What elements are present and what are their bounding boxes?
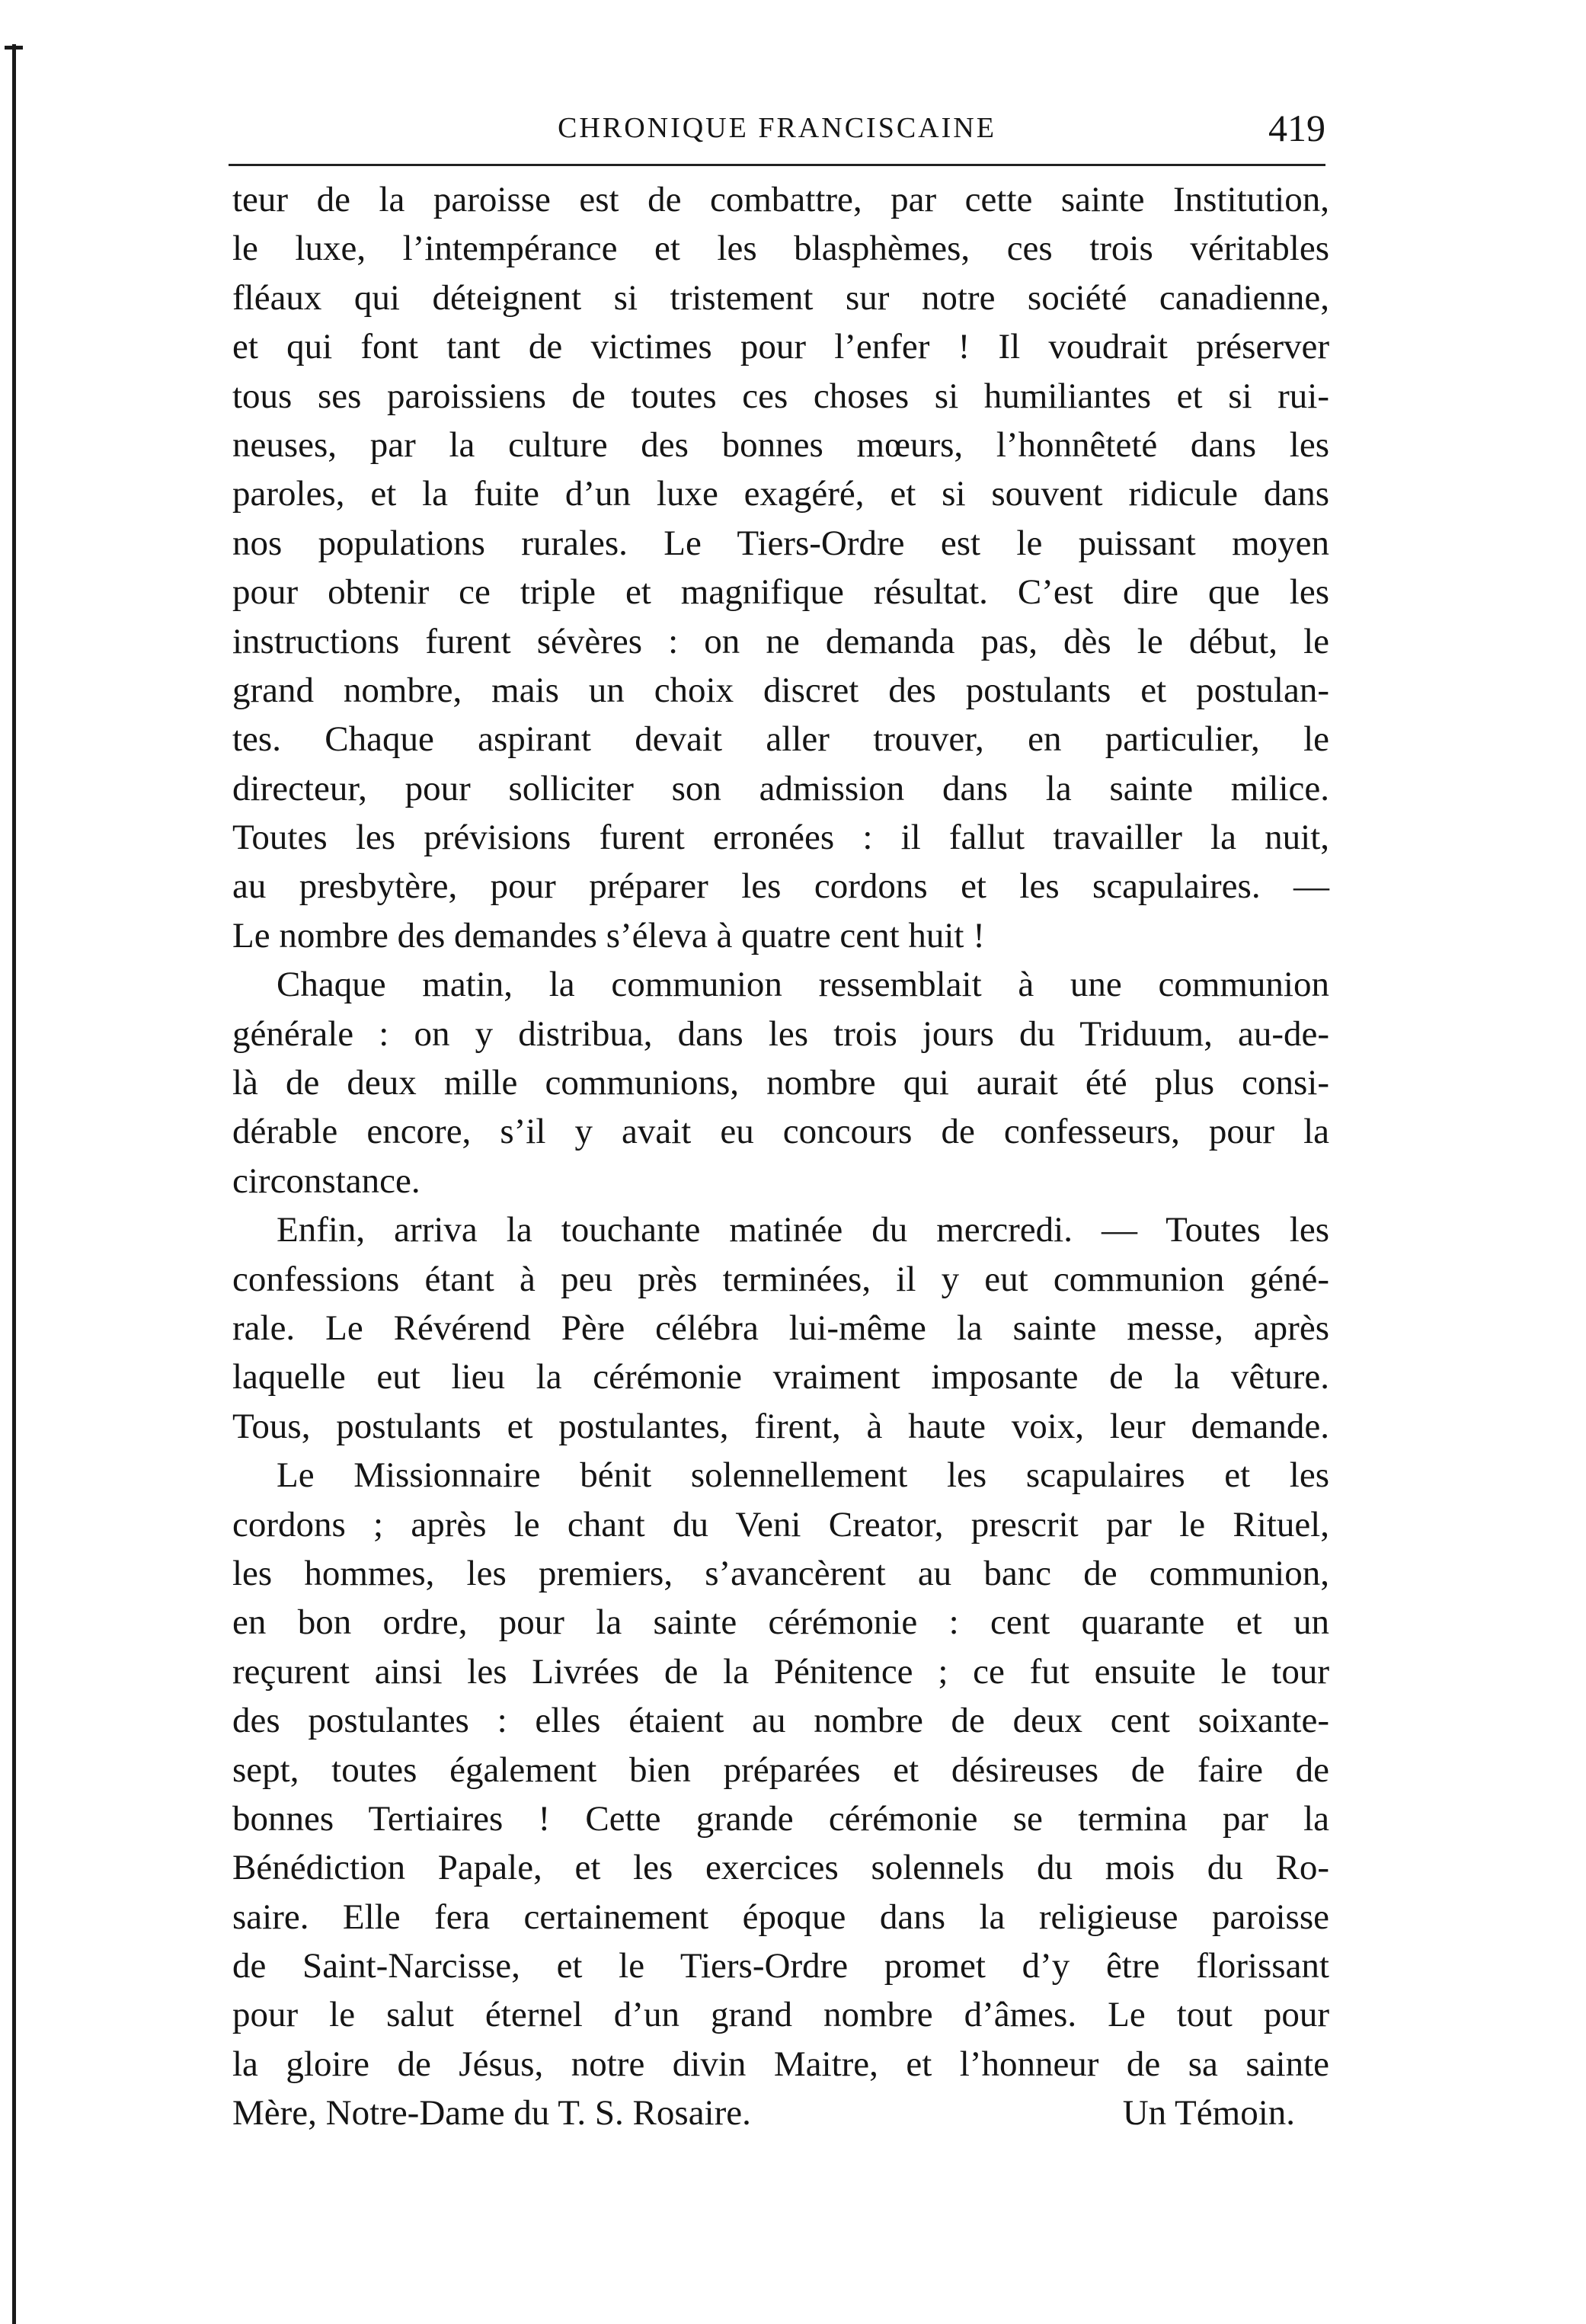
text-line: bonnes Tertiaires ! Cette grande cérémonie se termina par la: [232, 1798, 1329, 1839]
text-line: Le Missionnaire bénit solennellement les scapulaires et les: [277, 1455, 1329, 1496]
text-line: Le nombre des demandes s’éleva à quatre cent huit !: [232, 915, 985, 956]
text-line: rale. Le Révérend Père célébra lui-même la sainte messe, après: [232, 1308, 1329, 1348]
text-line: au presbytère, pour préparer les cordons et les scapulaires. —: [232, 866, 1329, 907]
text-line: générale : on y distribua, dans les trois jours du Triduum, au-de-: [232, 1013, 1329, 1054]
text-line: circonstance.: [232, 1160, 420, 1201]
text-line: et qui font tant de victimes pour l’enfer ! Il voudrait préserver: [232, 327, 1329, 367]
text-line: pour le salut éternel d’un grand nombre d’âmes. Le tout pour: [232, 1995, 1329, 2035]
running-title: CHRONIQUE FRANCISCAINE: [558, 112, 996, 144]
text-line: le luxe, l’intempérance et les blasphèmes, ces trois véritables: [232, 229, 1329, 269]
page-edge-rule: [12, 44, 16, 2324]
text-line: des postulantes : elles étaient au nombre de deux cent soixante-: [232, 1701, 1329, 1741]
page-edge-tick: [5, 46, 23, 50]
text-line: directeur, pour solliciter son admission dans la sainte milice.: [232, 768, 1329, 808]
text-line: reçurent ainsi les Livrées de la Pénitence ; ce fut ensuite le tour: [232, 1651, 1329, 1692]
text-line: paroles, et la fuite d’un luxe exagéré, et si souvent ridicule dans: [232, 474, 1329, 514]
text-line: teur de la paroisse est de combattre, par cette sainte Institution,: [232, 180, 1329, 219]
text-line: grand nombre, mais un choix discret des postulants et postulan-: [232, 670, 1329, 710]
text-line: la gloire de Jésus, notre divin Maitre, et l’honneur de sa sainte: [232, 2044, 1329, 2084]
text-line: sept, toutes également bien préparées et désireuses de faire de: [232, 1749, 1329, 1790]
body-text: [232, 175, 1329, 2138]
text-line: nos populations rurales. Le Tiers-Ordre est le puissant moyen: [232, 523, 1329, 563]
header-rule: [229, 164, 1325, 166]
text-line: fléaux qui déteignent si tristement sur notre société canadienne,: [232, 277, 1329, 318]
text-line: tes. Chaque aspirant devait aller trouver, en particulier, le: [232, 719, 1329, 760]
text-line: là de deux mille communions, nombre qui aurait été plus consi-: [232, 1063, 1329, 1103]
page-number: 419: [1268, 107, 1325, 149]
text-line: Chaque matin, la communion ressemblait à une communion: [277, 965, 1329, 1005]
text-line: saire. Elle fera certainement époque dans la religieuse paroisse: [232, 1897, 1329, 1937]
running-header: [229, 105, 1325, 158]
text-line: laquelle eut lieu la cérémonie vraiment imposante de la vêture.: [232, 1357, 1329, 1397]
text-line: Bénédiction Papale, et les exercices solennels du mois du Ro-: [232, 1848, 1329, 1888]
closing-line: [232, 2089, 1329, 2137]
text-line: de Saint-Narcisse, et le Tiers-Ordre promet d’y être florissant: [232, 1946, 1329, 1986]
text-line: cordons ; après le chant du Veni Creator, prescrit par le Rituel,: [232, 1504, 1329, 1545]
text-line: Enfin, arriva la touchante matinée du mercredi. — Toutes les: [277, 1210, 1329, 1250]
text-line: tous ses paroissiens de toutes ces choses si humiliantes et si rui-: [232, 376, 1329, 416]
text-line: Mère, Notre-Dame du T. S. Rosaire.: [232, 2093, 751, 2134]
text-line: en bon ordre, pour la sainte cérémonie : cent quarante et un: [232, 1602, 1329, 1643]
text-line: instructions furent sévères : on ne demanda pas, dès le début, le: [232, 621, 1329, 661]
text-line: Toutes les prévisions furent erronées : il fallut travailler la nuit,: [232, 818, 1329, 858]
text-line: pour obtenir ce triple et magnifique résultat. C’est dire que les: [232, 572, 1329, 613]
text-line: Tous, postulants et postulantes, firent, à haute voix, leur demande.: [232, 1406, 1329, 1446]
text-line: confessions étant à peu près terminées, il y eut communion géné-: [232, 1259, 1329, 1299]
signature: Un Témoin.: [1122, 2093, 1295, 2134]
text-line: dérable encore, s’il y avait eu concours de confesseurs, pour la: [232, 1112, 1329, 1152]
text-line: les hommes, les premiers, s’avancèrent au banc de communion,: [232, 1553, 1329, 1593]
text-line: neuses, par la culture des bonnes mœurs, l’honnêteté dans les: [232, 424, 1329, 465]
